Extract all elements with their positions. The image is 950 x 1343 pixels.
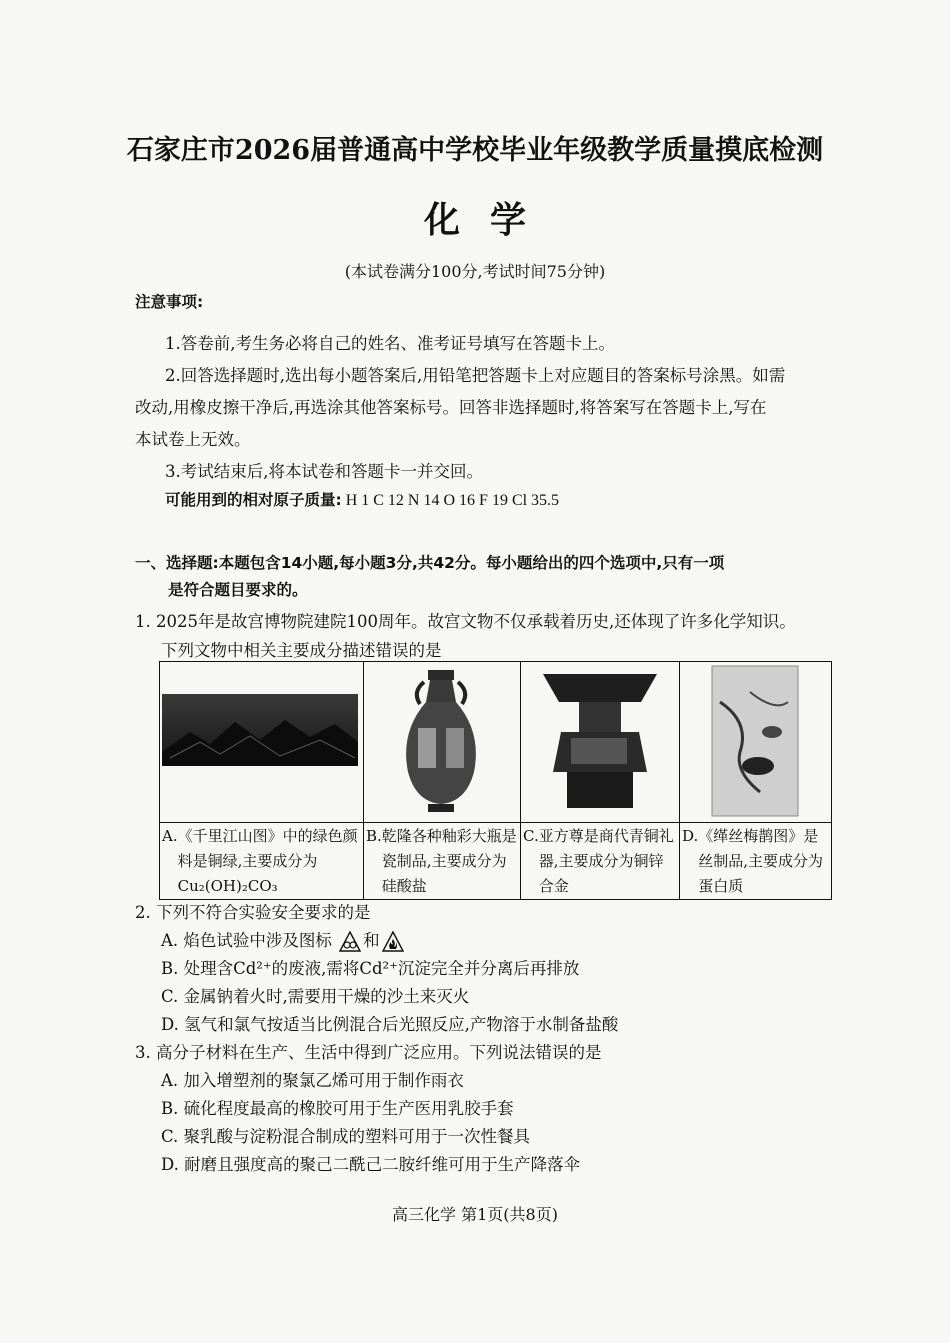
option-b-label: B.	[366, 827, 382, 845]
option-a-text: 《千里江山图》中的绿色颜料是铜绿,主要成分为	[177, 827, 358, 870]
option-c-label: C.	[523, 827, 539, 845]
question-3-option-d: D. 耐磨且强度高的聚己二酰己二胺纤维可用于生产降落伞	[161, 1155, 581, 1174]
question-1-stem-cont: 下列文物中相关主要成分描述错误的是	[161, 641, 442, 660]
artifact-image-vase	[364, 662, 521, 823]
section-1-heading-cont: 是符合题目要求的。	[168, 581, 308, 599]
option-d-text: 《缂丝梅鹊图》是丝制品,主要成分为蛋白质	[698, 827, 824, 895]
notice-item-3: 3.考试结束后,将本试卷和答题卡一并交回。	[165, 462, 483, 481]
hazard-flame-icon	[382, 931, 404, 953]
option-c-cell	[521, 823, 680, 900]
question-2-option-a-and: 和	[363, 931, 380, 950]
option-a-cell	[160, 823, 364, 900]
atomic-masses-label: 可能用到的相对原子质量:	[165, 491, 342, 509]
question-2-option-a	[161, 927, 406, 953]
exam-info: (本试卷满分100分,考试时间75分钟)	[344, 262, 606, 281]
notice-item-2-line-1: 2.回答选择题时,选出每小题答案后,用铅笔把答题卡上对应题目的答案标号涂黑。如需	[165, 366, 786, 385]
question-2-option-d: D. 氢气和氯气按适当比例混合后光照反应,产物溶于水制备盐酸	[161, 1015, 619, 1034]
question-3-option-b: B. 硫化程度最高的橡胶可用于生产医用乳胶手套	[161, 1099, 514, 1118]
subject-title: 化学	[423, 199, 556, 241]
artifact-image-bronze	[521, 662, 680, 823]
question-3-option-a: A. 加入增塑剂的聚氯乙烯可用于制作雨衣	[161, 1071, 464, 1090]
exam-title: 石家庄市2026届普通高中学校毕业年级教学质量摸底检测	[126, 135, 824, 166]
option-b-text: 乾隆各种釉彩大瓶是瓷制品,主要成分为硅酸盐	[381, 827, 517, 895]
question-1-stem: 1. 2025年是故宫博物院建院100周年。故宫文物不仅承载着历史,还体现了许多化学知识。	[135, 612, 796, 631]
question-2-option-b: B. 处理含Cd²⁺的废液,需将Cd²⁺沉淀完全并分离后再排放	[161, 959, 580, 978]
artifact-table	[159, 661, 832, 900]
artifact-image-tapestry	[680, 662, 832, 823]
question-2-option-c: C. 金属钠着火时,需要用干燥的沙土来灭火	[161, 987, 470, 1006]
notice-heading: 注意事项:	[135, 293, 204, 311]
atomic-masses-values: H 1 C 12 N 14 O 16 F 19 Cl 35.5	[345, 492, 560, 509]
question-2-option-a-text: A. 焰色试验中涉及图标	[161, 931, 332, 950]
notice-item-2-line-3: 本试卷上无效。	[135, 430, 251, 449]
option-d-label: D.	[682, 827, 699, 845]
page-footer: 高三化学 第1页(共8页)	[392, 1205, 558, 1224]
option-a-label: A.	[162, 827, 178, 845]
porcelain-vase-image	[364, 662, 519, 818]
option-b-cell	[364, 823, 521, 900]
artifact-image-painting	[160, 662, 364, 823]
option-d-cell	[680, 823, 832, 900]
atomic-masses	[165, 488, 559, 510]
bronze-zun-image	[521, 662, 678, 818]
option-a-formula: Cu₂(OH)₂CO₃	[177, 877, 278, 895]
hazard-goggles-icon	[339, 931, 361, 953]
question-3-stem: 3. 高分子材料在生产、生活中得到广泛应用。下列说法错误的是	[135, 1043, 602, 1062]
notice-item-2-line-2: 改动,用橡皮擦干净后,再选涂其他答案标号。回答非选择题时,将答案写在答题卡上,写在	[135, 398, 767, 417]
section-1-heading: 一、选择题:本题包含14小题,每小题3分,共42分。每小题给出的四个选项中,只有一项	[135, 554, 725, 572]
option-c-text: 亚方尊是商代青铜礼器,主要成分为铜锌合金	[538, 827, 674, 895]
landscape-painting-image	[160, 662, 360, 818]
question-3-option-c: C. 聚乳酸与淀粉混合制成的塑料可用于一次性餐具	[161, 1127, 531, 1146]
notice-item-1: 1.答卷前,考生务必将自己的姓名、准考证号填写在答题卡上。	[165, 334, 615, 353]
question-2-stem: 2. 下列不符合实验安全要求的是	[135, 903, 371, 922]
silk-tapestry-image	[680, 662, 830, 818]
